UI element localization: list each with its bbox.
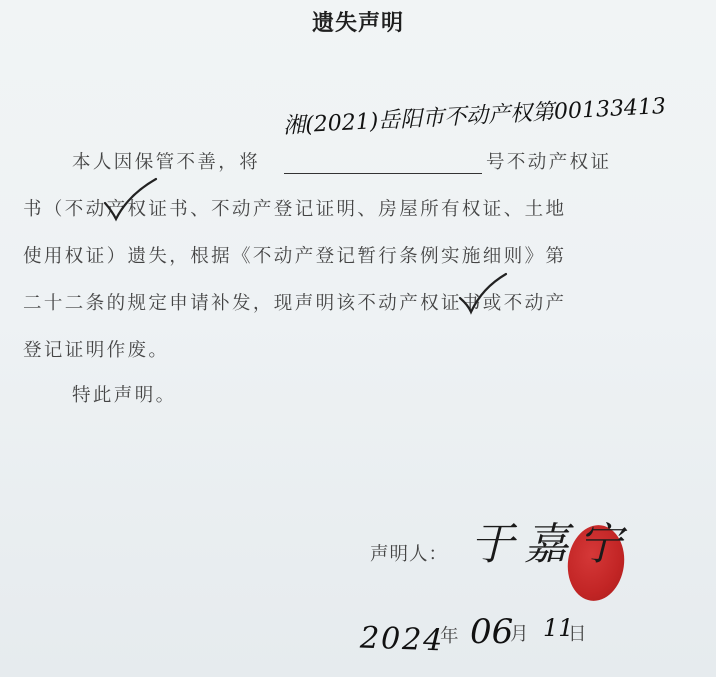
document-title: 遗失声明 [311, 11, 404, 36]
certificate-number-underline [284, 173, 482, 174]
check-mark-icon [456, 270, 510, 318]
declarant-label: 声明人： [370, 544, 449, 565]
body-line-4: 二十二条的规定申请补发，现声明该不动产权证书或不动产 [23, 293, 567, 314]
date-day-label: 日 [568, 624, 587, 645]
date-day-handwritten: 11 [543, 614, 574, 642]
date-month-label: 月 [510, 624, 529, 645]
date-year-label: 年 [440, 626, 459, 647]
body-line-5: 登记证明作废。 [23, 340, 170, 361]
handwritten-certificate-number: 湘(2021)岳阳市不动产权第00133413 [282, 93, 667, 140]
check-mark-icon [100, 175, 160, 225]
date-year-handwritten: 2024 [359, 620, 445, 659]
body-prefix-text: 本人因保管不善，将 [72, 152, 261, 173]
closing-text: 特此声明。 [72, 385, 177, 406]
date-month-handwritten: 06 [470, 612, 514, 652]
handwritten-signature: 于嘉宁 [470, 519, 632, 570]
body-suffix-text: 号不动产权证 [486, 152, 612, 173]
body-line-3: 使用权证）遗失，根据《不动产登记暂行条例实施细则》第 [23, 246, 567, 267]
body-line-2: 书（不动产权证书、不动产登记证明、房屋所有权证、土地 [23, 199, 567, 220]
